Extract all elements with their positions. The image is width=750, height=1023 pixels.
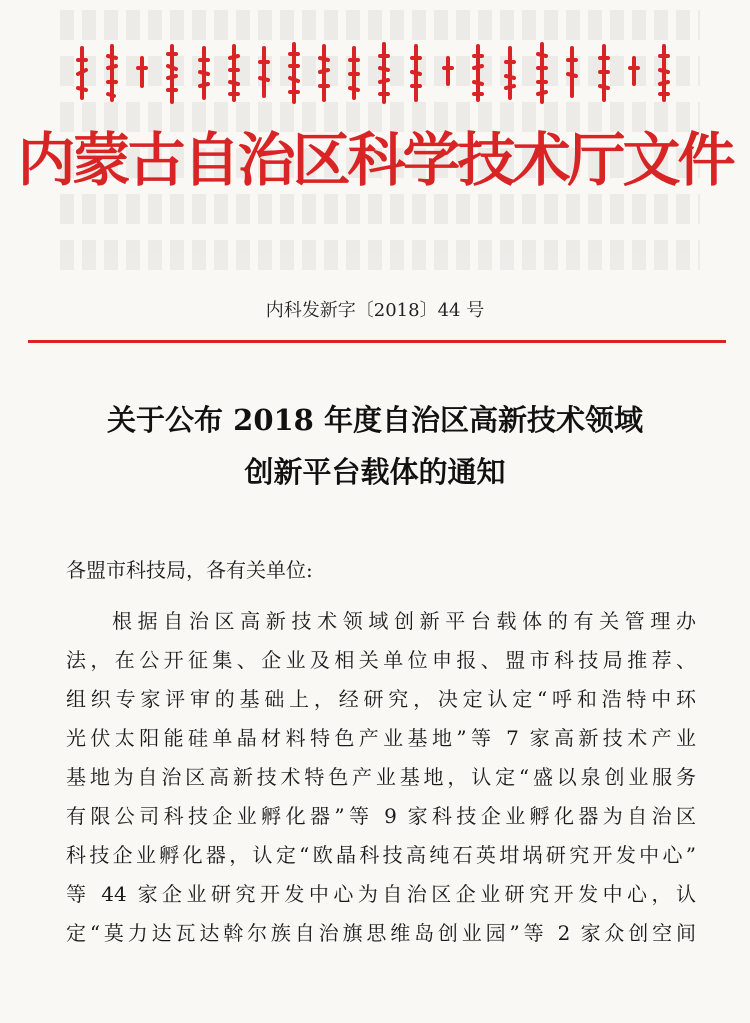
- body-line: 等 44 家企业研究开发中心为自治区企业研究开发中心，认: [66, 882, 696, 906]
- body-line: 根据自治区高新技术领域创新平台载体的有关管理办: [112, 609, 696, 633]
- mongolian-script-header: [72, 38, 692, 108]
- body-line: 组织专家评审的基础上，经研究，决定认定“呼和浩特中环: [66, 687, 696, 711]
- mongolian-script-graphic: [72, 38, 692, 108]
- body-line: 科技企业孵化器，认定“欧晶科技高纯石英坩埚研究开发中心”: [66, 843, 696, 867]
- notice-title-line-2: 创新平台载体的通知: [244, 455, 506, 489]
- body-line: 光伏太阳能硅单晶材料特色产业基地”等 7 家高新技术产业: [66, 726, 696, 750]
- notice-title-line-1: 关于公布 2018 年度自治区高新技术领域: [107, 403, 643, 437]
- salutation: 各盟市科技局，各有关单位:: [66, 558, 313, 582]
- body-line: 定“莫力达瓦达斡尔族自治旗思维岛创业园”等 2 家众创空间: [66, 921, 696, 945]
- red-divider-line: [28, 340, 726, 343]
- body-paragraph: [66, 602, 696, 953]
- document-number: 内科发新字〔2018〕44 号: [265, 300, 485, 321]
- issuing-authority-title: 内蒙古自治区科学技术厅文件: [17, 126, 733, 194]
- body-line: 法，在公开征集、企业及相关单位申报、盟市科技局推荐、: [66, 648, 696, 672]
- body-line: 有限公司科技企业孵化器”等 9 家科技企业孵化器为自治区: [66, 804, 696, 828]
- notice-title: [0, 394, 750, 498]
- body-line: 基地为自治区高新技术特色产业基地，认定“盛以泉创业服务: [66, 765, 696, 789]
